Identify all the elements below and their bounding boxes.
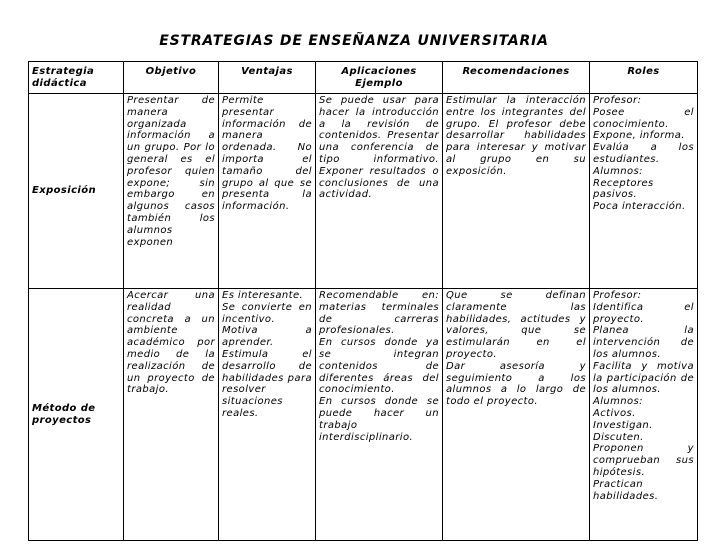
cell-objetivo: Presentar de manera organizada información a un grupo. Por lo general es el profesor quien expone; sin embargo en algunos casos también los alumnos exponen	[124, 94, 219, 289]
cell-aplicaciones: Recomendable en: materias terminales de carreras profesionales. En cursos donde ya se integran contenidos de diferentes áreas del conocimiento. En cursos donde se puede hacer un trabajo interdisciplinario.	[316, 289, 443, 541]
cell-objetivo: Acercar una realidad concreta a un ambiente académico por medio de la realización de un proyecto de trabajo.	[124, 289, 219, 541]
strategies-table	[28, 61, 698, 541]
header-ventajas: Ventajas	[219, 62, 316, 94]
cell-aplicaciones: Se puede usar para hacer la introducción a la revisión de contenidos. Presentar una conferencia de tipo informativo. Exponer resultados o conclusiones de una actividad.	[316, 94, 443, 289]
table-row	[29, 94, 698, 289]
cell-recomendaciones: Estimular la interacción entre los integrantes del grupo. El profesor debe desarrollar habilidades para interesar y motivar al grupo en su exposición.	[443, 94, 590, 289]
header-recomendaciones: Recomendaciones	[443, 62, 590, 94]
document-title	[0, 33, 728, 49]
cell-estrategia: Método de proyectos	[29, 289, 124, 541]
header-objetivo: Objetivo	[124, 62, 219, 94]
cell-roles: Profesor: Identifica el proyecto. Planea la intervención de los alumnos. Facilita y motiva la participación de los alumnos. Alumnos: Activos. Investigan. Discuten. Proponen y comprueban sus hipótesis. Practican habilidades.	[590, 289, 698, 541]
cell-ventajas: Permite presentar información de manera ordenada. No importa el tamaño del grupo al que se presenta la información.	[219, 94, 316, 289]
table-row	[29, 289, 698, 541]
header-aplicaciones: Aplicaciones Ejemplo	[316, 62, 443, 94]
cell-recomendaciones: Que se definan claramente las habilidades, actitudes y valores, que se estimularán en el proyecto. Dar asesoría y seguimiento a los alumnos a lo largo de todo el proyecto.	[443, 289, 590, 541]
header-roles: Roles	[590, 62, 698, 94]
cell-roles: Profesor: Posee el conocimiento. Expone, informa. Evalúa a los estudiantes. Alumnos: Receptores pasivos. Poca interacción.	[590, 94, 698, 289]
table-header-row	[29, 62, 698, 94]
header-estrategia: Estrategia didáctica	[29, 62, 124, 94]
cell-ventajas: Es interesante. Se convierte en incentivo. Motiva a aprender. Estimula el desarrollo de habilidades para resolver situaciones reales.	[219, 289, 316, 541]
document-title-text: ESTRATEGIAS DE ENSEÑANZA UNIVERSITARIA	[159, 33, 549, 49]
cell-estrategia: Exposición	[29, 94, 124, 289]
